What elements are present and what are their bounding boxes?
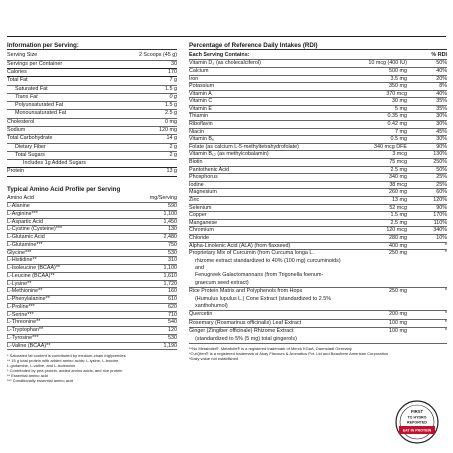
rdi-pct: 120% — [433, 197, 447, 203]
amino-name: Glycine*** — [7, 249, 32, 256]
nutrition-row — [7, 69, 177, 77]
amino-name: L-Lysine** — [7, 280, 32, 287]
amino-value: 620 — [168, 303, 177, 310]
rdi-row — [189, 235, 447, 243]
nutrition-value: 2.5 g — [165, 110, 177, 117]
nutrition-row — [7, 168, 177, 176]
rdi-amount: 340 mg — [389, 174, 407, 181]
rdi-row — [189, 151, 447, 159]
rdi-row — [189, 68, 447, 76]
rdi-botanical-name — [189, 250, 341, 287]
nutrition-label: Includes 1g Added Sugars — [23, 160, 86, 167]
nutrition-row — [7, 102, 177, 110]
rdi-amount: 0.35 mg — [387, 113, 407, 120]
right-column — [189, 42, 447, 361]
rdi-row — [189, 91, 447, 99]
nutrition-label: Total Sugars — [15, 151, 45, 158]
amino-value: 310 — [168, 257, 177, 264]
rdi-row — [189, 227, 447, 235]
rdi-name: Zinc — [189, 197, 200, 203]
rdi-amount: 260 mg — [389, 189, 407, 196]
amino-value: 130 — [168, 226, 177, 233]
amino-value: 160 — [168, 288, 177, 295]
rdi-row — [189, 220, 447, 228]
amino-name: L-Glutamine*** — [7, 241, 43, 248]
nutrition-row — [7, 144, 177, 152]
rdi-pct: * — [444, 242, 447, 249]
amino-row — [7, 250, 177, 258]
rdi-name: Vitamin E — [189, 105, 212, 112]
left-column — [7, 42, 177, 383]
left-footnote: ** Essential amino acid — [7, 373, 48, 379]
top-divider — [7, 36, 446, 37]
nutrition-row — [7, 135, 177, 143]
rdi-pct: 35% — [436, 105, 447, 112]
rdi-row — [189, 106, 447, 114]
amino-name: L-Arginine*** — [7, 210, 38, 217]
amino-name: L-Serine*** — [7, 311, 34, 318]
amino-row — [7, 273, 177, 281]
amino-value: 750 — [168, 241, 177, 248]
amino-value: 540 — [168, 319, 177, 326]
rdi-botanical-line: (Humulus lupulus L.) Cone Extract (standardized to 2.5% xanthohumol) — [195, 295, 332, 309]
rdi-botanical-line: Proprietary Mix of Curcumin (from Curcuma longa L. — [189, 250, 314, 257]
amino-row — [7, 319, 177, 327]
rdi-botanical-line: Fenugreek Galactomannans (from Trigonella foenum-graecum seed extract) — [195, 272, 324, 286]
rdi-pct: 60% — [436, 189, 447, 196]
rdi-botanical-amount: 250 mg — [389, 250, 407, 257]
badge-line1: FIRST — [410, 409, 424, 414]
nutrition-row — [7, 94, 177, 102]
rdi-amount: 30 mg — [392, 98, 407, 105]
rdi-name: Vitamin C — [189, 98, 213, 105]
rdi-botanical-row — [189, 328, 447, 344]
amino-name: L-Valine (BCAA)** — [7, 342, 51, 349]
amino-name: L-Methionine** — [7, 288, 43, 295]
rdi-row — [189, 129, 447, 137]
rdi-row — [189, 136, 447, 144]
rdi-pct: 25% — [436, 174, 447, 181]
rdi-amount: 3 mcg — [392, 151, 407, 158]
rdi-row — [189, 159, 447, 167]
amino-head-unit: mg/Serving — [149, 195, 177, 202]
rdi-amount: 3.5 mg — [390, 75, 407, 82]
amino-name: L-Isoleucine (BCAA)** — [7, 265, 61, 272]
rdi-botanical-name — [189, 311, 341, 318]
amino-row — [7, 203, 177, 211]
nutrition-label: Trans Fat — [15, 93, 38, 100]
rdi-botanical-line: Rosemary (Rosmarinus officinalis) Leaf Extract — [189, 319, 302, 326]
nutrition-label: Total Fat — [7, 77, 28, 84]
rdi-amount: 280 mg — [389, 234, 407, 241]
amino-row — [7, 312, 177, 320]
rdi-row — [189, 98, 447, 106]
right-footnote: *CurQfen® is a registered trademark of Akay Flavours & Aromatics Pvt. Ltd and Beaufrere American Corporation — [189, 351, 389, 357]
amino-row — [7, 304, 177, 312]
rdi-botanical-row — [189, 250, 447, 288]
rdi-name: Vitamin A — [189, 90, 212, 97]
amino-name: L-Alanine — [7, 203, 30, 210]
rdi-row — [189, 212, 447, 220]
rdi-amount: 2.5 mg — [390, 166, 407, 173]
rdi-name: Thiamin — [189, 113, 209, 120]
rdi-amount: 340 mcg DFE — [374, 143, 407, 150]
amino-name: L-Proline*** — [7, 303, 35, 310]
amino-header — [7, 195, 177, 203]
amino-head-name: Amino Acid — [7, 195, 34, 202]
amino-value: 1,450 — [163, 218, 177, 225]
nutrition-label: Servings per Container — [7, 60, 63, 67]
amino-name: L-Phenylalanine** — [7, 296, 50, 303]
rdi-name: Pantothenic Acid — [189, 166, 230, 173]
amino-name: L-Histidine** — [7, 257, 37, 264]
nutrition-value: 2 g — [169, 143, 177, 150]
amino-row — [7, 335, 177, 343]
amino-row — [7, 296, 177, 304]
nutrition-label: Calories — [7, 68, 27, 75]
protein-badge-icon — [395, 400, 439, 444]
nutrition-value: 7 g — [169, 77, 177, 84]
left-footnote: ** 15 g total protein with added amino acids: L-lysine, L-leucine, — [7, 358, 120, 364]
amino-row — [7, 242, 177, 250]
rdi-row — [189, 243, 447, 251]
nutrition-row — [7, 160, 177, 168]
left-footnote: *** Conditionally essential amino acid — [7, 378, 74, 384]
nutrition-value: 1.5 g — [165, 102, 177, 109]
left-footnote: * Contributed by pea protein, added amino acids, and rice protein — [7, 368, 123, 374]
rdi-row — [189, 167, 447, 175]
rdi-pct: 8% — [439, 83, 447, 90]
rdi-row — [189, 197, 447, 205]
nutrition-label: Dietary Fiber — [15, 143, 46, 150]
amino-value: 1,100 — [163, 210, 177, 217]
nutrition-row — [7, 86, 177, 94]
rdi-pct: 40% — [436, 67, 447, 74]
rdi-botanical-pct: * — [444, 288, 447, 295]
rdi-name: Iron — [189, 75, 199, 82]
rdi-row — [189, 144, 447, 152]
amino-row — [7, 265, 177, 273]
nutrition-row — [7, 152, 177, 160]
amino-row — [7, 219, 177, 227]
nutrition-value: 120 mg — [159, 126, 177, 133]
rdi-pct: 20% — [436, 75, 447, 82]
rdi-amount: 500 mg — [389, 67, 407, 74]
nutrition-value: 13 g — [166, 168, 177, 175]
rdi-amount: 400 mg — [389, 242, 407, 249]
rdi-name: Phosphorus — [189, 174, 218, 181]
left-footnotes — [7, 353, 177, 383]
amino-title: Typical Amino Acid Profile per Serving — [7, 185, 121, 193]
right-footnote: *Daily value not established — [189, 356, 239, 362]
rdi-title: Percentage of Reference Daily Intakes (RDI) — [189, 42, 447, 50]
rdi-botanical-pct: * — [444, 328, 447, 335]
rdi-name: Calcium — [189, 67, 209, 74]
rdi-row — [189, 83, 447, 91]
amino-name: L-Cystine (Cysteine)*** — [7, 226, 63, 233]
rdi-name: Biotin — [189, 159, 203, 166]
rdi-name: Chloride — [189, 234, 210, 241]
rdi-row — [189, 76, 447, 84]
rdi-row — [189, 182, 447, 190]
amino-name: L-Leucine (BCAA)** — [7, 272, 55, 279]
rdi-name: Vitamin B₁₂ (as methylcobalamin) — [189, 151, 269, 158]
amino-value: 120 — [168, 327, 177, 334]
rdi-amount: 350 mg — [389, 83, 407, 90]
amino-row — [7, 234, 177, 242]
nutrition-row — [7, 110, 177, 118]
amino-value: 1,190 — [163, 342, 177, 349]
right-footnote: **No Metabolin®. Metafolin® is a registered trademark of Merck KGaA, Darmstadt Germany — [189, 346, 352, 352]
rdi-table — [189, 60, 447, 250]
rdi-header — [189, 52, 447, 60]
rdi-botanical-row — [189, 288, 447, 311]
amino-value: 530 — [168, 334, 177, 341]
amino-value: 710 — [168, 311, 177, 318]
nutrition-row — [7, 52, 177, 60]
left-footnote: * Saturated fat content is contributed by medium-chain triglycerides — [7, 353, 126, 359]
nutrition-row — [7, 119, 177, 127]
rdi-amount: 2.5 mg — [390, 219, 407, 226]
amino-row — [7, 257, 177, 265]
rdi-pct: 30% — [436, 121, 447, 128]
rdi-row — [189, 174, 447, 182]
amino-row — [7, 288, 177, 296]
rdi-botanical-amount: 250 mg — [389, 288, 407, 295]
amino-value: 2,480 — [163, 234, 177, 241]
nutrition-value: 0 mg — [165, 118, 177, 125]
amino-row — [7, 211, 177, 219]
rdi-botanical-line: Quercetin — [189, 311, 213, 318]
amino-name: L-Aspartic Acid — [7, 218, 43, 225]
rdi-name: Riboflavin — [189, 121, 213, 128]
nutrition-label: Polyunsaturated Fat — [15, 102, 64, 109]
nutrition-value: 14 g — [166, 135, 177, 142]
nutrition-row — [7, 77, 177, 85]
rdi-row — [189, 113, 447, 121]
amino-name: L-Threonine** — [7, 319, 41, 326]
rdi-pct: 340% — [433, 227, 447, 234]
rdi-botanical-name — [189, 288, 341, 310]
nutrition-value: 170 — [168, 68, 177, 75]
rdi-pct: 30% — [436, 136, 447, 143]
amino-value: 530 — [168, 249, 177, 256]
left-footnote: L-glutamine, L-valine, and L-isoleucine — [7, 363, 76, 369]
right-footnotes — [189, 346, 447, 361]
rdi-head-pct: % RDI — [431, 52, 447, 59]
rdi-botanicals — [189, 250, 447, 344]
rdi-botanical-amount: 200 mg — [389, 311, 407, 318]
nutrition-table — [7, 52, 177, 176]
nutrition-value: 0 g — [169, 93, 177, 100]
amino-row — [7, 281, 177, 289]
rdi-amount: 52 mcg — [389, 204, 407, 211]
rdi-row — [189, 189, 447, 197]
nutrition-label: Protein — [7, 168, 25, 175]
rdi-botanical-pct: * — [444, 319, 447, 326]
amino-row — [7, 343, 177, 351]
rdi-pct: 25% — [436, 181, 447, 188]
rdi-name: Copper — [189, 212, 207, 219]
rdi-pct: 30% — [436, 113, 447, 120]
nutrition-label: Cholesterol — [7, 118, 35, 125]
amino-value: 1,100 — [163, 265, 177, 272]
nutrition-value: 1.5 g — [165, 85, 177, 92]
nutrition-label: Total Carbohydrate — [7, 135, 53, 142]
nutrition-label: Monounsaturated Fat — [15, 110, 67, 117]
nutrition-value: 30 — [171, 60, 177, 67]
rdi-pct: 170% — [433, 212, 447, 219]
rdi-name: Alpha-Linolenic Acid (ALA) (from flaxseed) — [189, 242, 291, 249]
rdi-pct: 50% — [436, 166, 447, 173]
amino-table — [7, 203, 177, 350]
rdi-botanical-row — [189, 320, 447, 328]
badge-line3: REPORTED — [407, 420, 427, 425]
rdi-botanical-line: Rice Protein Matrix and Polyphenols from Hops — [189, 288, 303, 295]
rdi-amount: 0.5 mg — [390, 136, 407, 143]
rdi-name: Folate (as calcium L-5-methyltetrahydrofolate) — [189, 143, 299, 150]
rdi-name: Vitamin B₆ — [189, 136, 215, 143]
nutrition-row — [7, 61, 177, 69]
nutrition-row — [7, 127, 177, 135]
nutrition-value: 2 Scoops (45 g) — [138, 52, 177, 59]
rdi-botanical-row — [189, 311, 447, 319]
rdi-pct: 40% — [436, 90, 447, 97]
rdi-botanical-name — [189, 328, 341, 343]
rdi-amount: 13 mg — [392, 197, 407, 203]
rdi-pct: 130% — [433, 151, 447, 158]
amino-value: 610 — [168, 296, 177, 303]
rdi-name: Vitamin D₃ (as cholecalciferol) — [189, 60, 261, 67]
rdi-name: Potassium — [189, 83, 215, 90]
nutrition-label: Serving Size — [7, 52, 38, 59]
rdi-botanical-amount: 100 mg — [389, 328, 407, 335]
nutrition-label: Saturated Fat — [15, 85, 48, 92]
rdi-name: Selenium — [189, 204, 212, 211]
rdi-botanical-name — [189, 320, 341, 327]
rdi-botanical-line: Ginger (Zingiber officinale) Rhizome Extract — [189, 328, 294, 335]
rdi-amount: 38 mcg — [389, 181, 407, 188]
amino-name: L-Tyrosine*** — [7, 334, 39, 341]
rdi-amount: 1.5 mg — [390, 212, 407, 219]
amino-name: L-Glutamic Acid — [7, 234, 45, 241]
rdi-amount: 370 mcg — [386, 90, 407, 97]
rdi-botanical-line: rhizome extract standardized to 40% (100 mg) curcuminoids) and — [195, 257, 341, 271]
rdi-name: Iodine — [189, 181, 204, 188]
rdi-pct: 35% — [436, 98, 447, 105]
rdi-name: Magnesium — [189, 189, 217, 196]
rdi-amount: 5 mg — [395, 105, 407, 112]
rdi-pct: 90% — [436, 143, 447, 150]
amino-value: 1,610 — [163, 272, 177, 279]
badge-line4: EAT IN PROTEIN — [402, 428, 432, 433]
amino-value: 590 — [168, 203, 177, 210]
rdi-row — [189, 205, 447, 213]
amino-row — [7, 226, 177, 234]
rdi-name: Niacin — [189, 128, 204, 135]
rdi-pct: 50% — [436, 60, 447, 67]
rdi-name: Manganese — [189, 219, 218, 226]
rdi-amount: 120 mcg — [386, 227, 407, 234]
rdi-amount: 7 mg — [395, 128, 407, 135]
nutrition-label: Sodium — [7, 126, 26, 133]
rdi-row — [189, 121, 447, 129]
rdi-pct: 90% — [436, 204, 447, 211]
amino-name: L-Tryptophan** — [7, 327, 44, 334]
rdi-pct: 10% — [436, 234, 447, 241]
rdi-botanical-pct: * — [444, 311, 447, 318]
rdi-pct: 45% — [436, 128, 447, 135]
rdi-row — [189, 60, 447, 68]
amino-row — [7, 327, 177, 335]
badge-line2: TO HYDRO — [407, 415, 427, 420]
rdi-botanical-amount: 100 mg — [389, 319, 407, 326]
rdi-head-name: Each Serving Contains: — [189, 52, 250, 59]
rdi-amount: 75 mcg — [389, 159, 407, 166]
rdi-pct: 110% — [433, 219, 447, 226]
rdi-pct: 250% — [433, 159, 447, 166]
nutrition-value: 2 g — [169, 151, 177, 158]
rdi-amount: 0.42 mg — [387, 121, 407, 128]
rdi-botanical-line: (standardized to 5% (5 mg) total gingerols) — [195, 335, 297, 342]
amino-value: 1,720 — [163, 280, 177, 287]
rdi-name: Chromium — [189, 227, 214, 234]
rdi-botanical-pct: * — [444, 250, 447, 257]
info-title: Information per Serving: — [7, 42, 177, 50]
rdi-amount: 10 mcg (400 IU) — [368, 60, 407, 67]
